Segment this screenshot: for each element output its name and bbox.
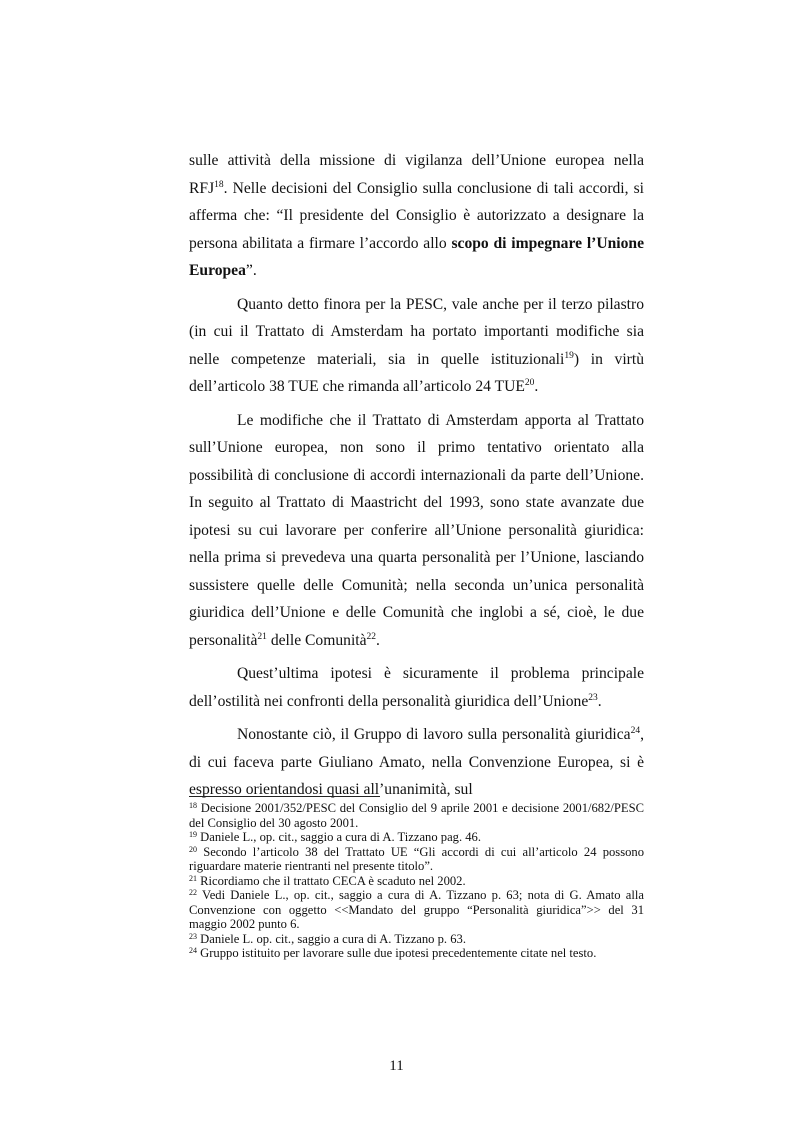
footnote-reference: 21	[257, 631, 267, 642]
text-run: . Nelle decisioni del Consiglio sulla conclusione di tali accordi, si afferma che: “Il presidente del Consiglio è autorizzato a designare la persona abilitata a firmare l’accordo allo	[189, 179, 644, 252]
text-run: .	[534, 378, 539, 395]
footnote	[189, 801, 644, 830]
footnote-reference: 20	[524, 378, 535, 389]
footnotes	[189, 801, 644, 961]
text-run: .	[597, 692, 602, 710]
text-run: , di cui faceva parte Giuliano Amato, nella Convenzione Europea, si è espresso orientandosi quasi all’unanimità, sul	[189, 726, 644, 798]
footnote-reference: 19	[564, 350, 574, 361]
footnote-number: 24	[189, 946, 197, 955]
paragraph	[189, 407, 644, 655]
footnote-reference: 22	[366, 631, 377, 642]
paragraph	[189, 660, 644, 715]
text-run: sulle attività della missione di vigilanza dell’Unione europea nella RFJ	[189, 152, 644, 197]
footnote-text: Decisione 2001/352/PESC del Consiglio del 9 aprile 2001 e decisione 2001/682/PESC del Consiglio del 30 agosto 2001.	[189, 801, 644, 830]
footnote	[189, 946, 644, 961]
body-text	[189, 147, 644, 810]
text-run: delle Comunità	[266, 631, 367, 649]
paragraph	[189, 721, 644, 804]
footnote-number: 22	[189, 888, 197, 897]
paragraph	[189, 147, 644, 285]
text-run: Nonostante ciò, il Gruppo di lavoro sulla personalità giuridica	[237, 726, 631, 743]
bold-text: scopo di impegnare l’Unione Europea	[189, 234, 644, 279]
footnote-reference: 23	[588, 692, 598, 703]
footnote	[189, 874, 644, 889]
footnote-text: Gruppo istituito per lavorare sulle due ipotesi precedentemente citate nel testo.	[197, 946, 597, 960]
text-run: Le modifiche che il Trattato di Amsterdam apporta al Trattato sull’Unione europea, non sono il primo tentativo orientato alla possibilità di conclusione di accordi internazionali da parte dell’Unione. In seguito al Trattato di Maastricht del 1993, sono state avanzate due ipotesi su cui lavorare per conferire all’Unione personalità giuridica: nella prima si prevedeva una quarta personalità per l’Unione, lasciando sussistere quelle delle Comunità; nella seconda un’unica personalità giuridica dell’Unione e delle Comunità che inglobi a sé, cioè, le due personalità	[189, 411, 644, 649]
footnote-separator	[189, 796, 380, 797]
footnote-text: Vedi Daniele L., op. cit., saggio a cura di A. Tizzano p. 63; nota di G. Amato alla Convenzione con oggetto <<Mandato del gruppo “Personalità giuridica”>> del 31 maggio 2002 punto 6.	[189, 888, 644, 931]
text-run: ) in virtù dell’articolo 38 TUE che rimanda all’articolo 24 TUE	[189, 350, 644, 395]
footnote	[189, 830, 644, 845]
text-run: Quanto detto finora per la PESC, vale anche per il terzo pilastro (in cui il Trattato di Amsterdam ha portato importanti modifiche sia nelle competenze materiali, sia in quelle istituzionali	[189, 295, 644, 368]
paragraph	[189, 291, 644, 401]
footnote-text: Ricordiamo che il trattato CECA è scaduto nel 2002.	[197, 873, 466, 888]
footnote-number: 21	[189, 873, 197, 883]
footnote	[189, 888, 644, 932]
footnote-reference: 18	[214, 179, 224, 190]
footnote-number: 20	[189, 844, 197, 854]
text-run: ”.	[245, 262, 257, 279]
page-number: 11	[389, 1058, 404, 1074]
footnote	[189, 845, 644, 874]
footnote	[189, 932, 644, 947]
footnote-text: Secondo l’articolo 38 del Trattato UE “Gli accordi di cui all’articolo 24 possono riguardare materie rientranti nel presente titolo”.	[189, 844, 644, 873]
footnote-text: Daniele L. op. cit., saggio a cura di A. Tizzano p. 63.	[197, 931, 466, 946]
footnote-reference: 24	[630, 726, 641, 737]
footnote-number: 19	[189, 830, 197, 839]
footnote-number: 18	[189, 801, 197, 810]
footnote-text: Daniele L., op. cit., saggio a cura di A. Tizzano pag. 46.	[197, 830, 481, 844]
text-run: .	[376, 631, 380, 649]
text-run: Quest’ultima ipotesi è sicuramente il problema principale dell’ostilità nei confronti della personalità giuridica dell’Unione	[189, 665, 644, 710]
footnote-number: 23	[189, 931, 197, 941]
